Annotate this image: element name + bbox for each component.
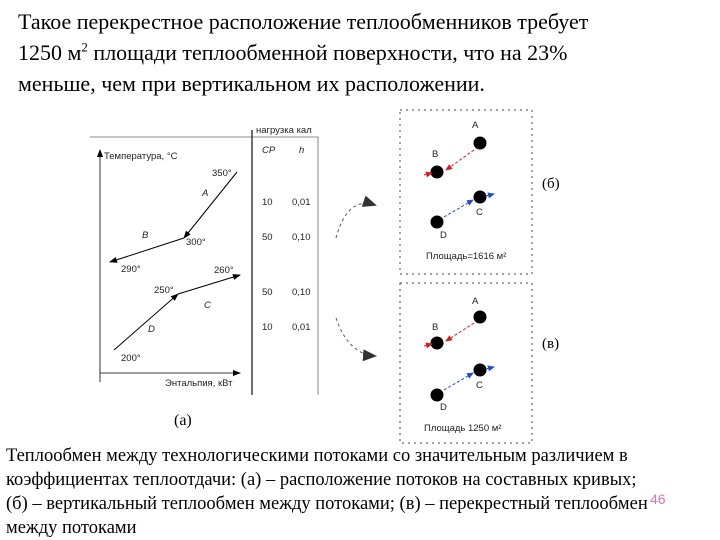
row-a-cp: 10 [262,197,273,208]
stream-c-label: C [476,207,483,218]
stream-d-label: D [440,402,447,413]
intro-line-3: меньше, чем при вертикальном их расположении. [18,71,485,96]
intro-area-value: 1250 м [18,40,82,65]
stream-a-node [474,137,487,150]
intro-line-2-rest: площади теплообменной поверхности, что на 23% [87,40,568,65]
stream-d-label: D [440,230,447,241]
row-d-h: 0,01 [292,322,311,333]
caption-line-3: (б) – вертикальный теплообмен между потоками; (в) – перекрестный теплообмен [6,494,648,514]
stream-a-line [184,172,237,238]
cold-stub-arrow [486,194,494,196]
panel-a [90,125,318,429]
temp-label-260: 260° [214,265,234,276]
hot-stub-arrow [424,344,432,346]
caption-line-1: Теплообмен между технологическими потоками со значительным различием в [6,446,628,466]
stream-b-label: B [142,230,149,241]
area-label: Площадь=1616 м² [426,251,507,262]
x-axis-label: Энтальпия, кВт [165,378,233,389]
temp-label-200: 200° [121,353,141,364]
stream-d-node [431,216,444,229]
y-axis-label: Температура, °C [104,151,178,162]
connector-to-c [336,318,375,356]
temp-label-350: 350° [212,168,232,179]
stream-c-node [474,191,487,204]
cold-stub-arrow [486,367,494,369]
stream-a-label: A [472,296,479,307]
stream-c-line [178,275,240,294]
cold-exchange-arrow [444,200,473,217]
panel-b [400,110,560,274]
row-d-cp: 10 [262,322,273,333]
cross-exchange-arrow [444,373,473,390]
temp-label-250: 250° [154,285,174,296]
stream-c-node [474,364,487,377]
hot-exchange-arrow [446,323,474,341]
intro-area-unit-power: 2 [81,39,88,55]
panel-a-label: (a) [174,412,192,429]
row-c-h: 0,10 [292,287,311,298]
temp-label-290: 290° [121,264,141,275]
stream-b-node [431,166,444,179]
hot-exchange-arrow [446,150,474,170]
row-b-h: 0,10 [292,232,311,243]
panel-c-label: (в) [542,336,560,352]
stream-b-line [110,238,184,262]
stream-d-node [431,389,444,402]
row-b-cp: 50 [262,232,273,243]
row-a-h: 0,01 [292,197,311,208]
panel-c [400,283,559,443]
stream-d-label: D [148,324,155,335]
stream-d-line [114,294,178,350]
stream-c-label: C [476,380,483,391]
stream-a-label: A [202,188,209,199]
hot-stub-arrow [424,173,432,175]
page-number: 46 [650,491,666,507]
panel-b-frame [400,110,532,274]
caption-line-2: коэффициентах теплоотдачи: (а) – расположение потоков на составных кривых; [6,470,637,490]
connector-to-b [336,203,375,238]
stream-a-label: A [472,120,479,131]
figure-caption [6,444,716,540]
stream-b-label: B [432,322,439,333]
panel-c-frame [400,283,532,443]
stream-c-label: C [204,300,211,311]
stream-b-node [431,337,444,350]
panel-b-label: (б) [542,176,560,192]
temp-label-300: 300° [186,237,206,248]
row-c-cp: 50 [262,287,273,298]
col-cp-header: CP [262,145,276,156]
area-label: Площадь 1250 м² [424,423,502,434]
caption-line-4: между потоками [6,518,137,538]
stream-a-node [474,311,487,324]
table-header: нагрузка кал [256,125,312,136]
col-h-header: h [299,145,305,156]
stream-b-label: B [432,149,439,160]
intro-line-1: Такое перекрестное расположение теплообменников требует [18,9,589,34]
